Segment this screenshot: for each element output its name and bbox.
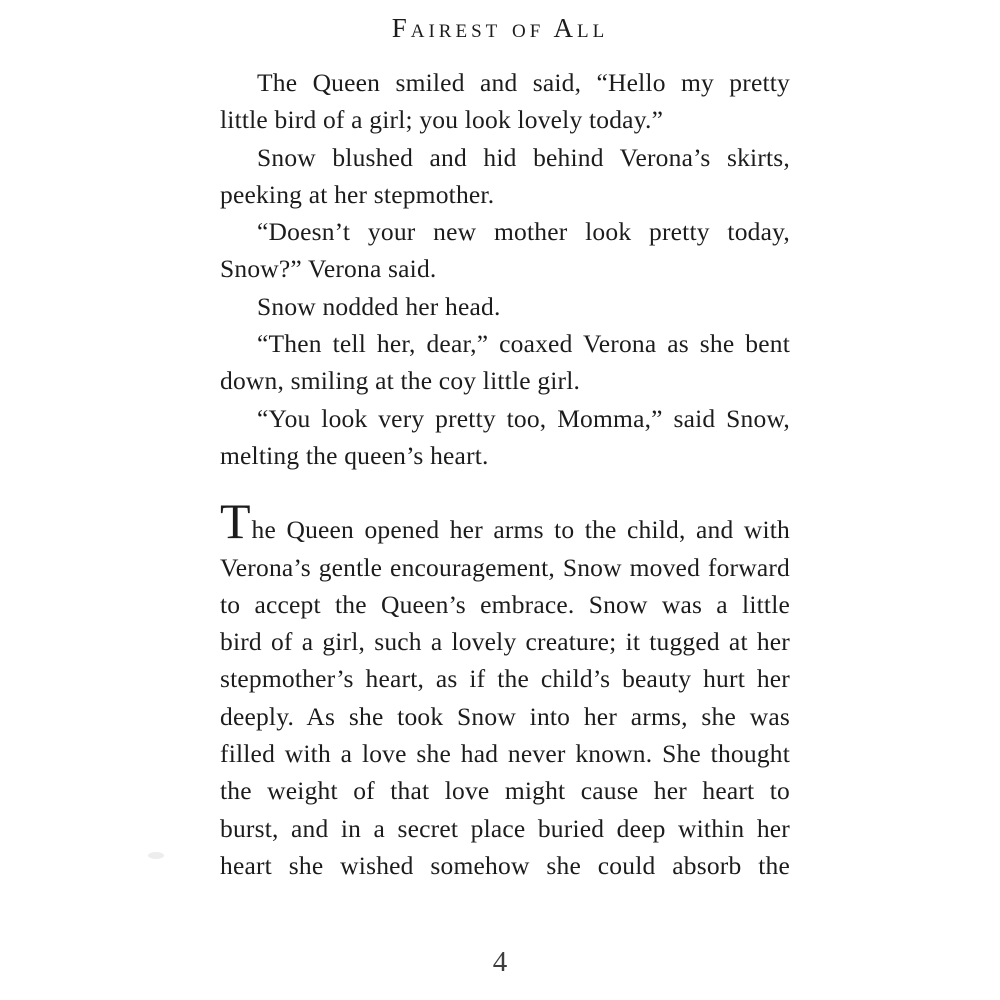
paragraph [220,400,790,475]
text-line: melting the queen’s heart. [220,440,489,470]
text-line: little bird of a girl; you look lovely today.” [220,105,664,135]
paragraph [220,139,790,214]
text-line: bird of a girl, such a lovely creature; it tugged at her [220,627,790,657]
body-text [220,64,790,884]
text-line: Snow?” Verona said. [220,254,437,284]
paragraph [220,325,790,400]
text-line: The Queen opened her arms to the child, and with [220,493,790,550]
text-line: filled with a love she had never known. She thought [220,739,790,769]
text-line: to accept the Queen’s embrace. Snow was a little [220,589,790,619]
text-line: Snow blushed and hid behind Verona’s skirts, [257,142,790,172]
paragraph [220,493,790,884]
text-line: “Then tell her, dear,” coaxed Verona as she bent [257,329,790,359]
paragraph [220,213,790,288]
paragraph [220,64,790,139]
text-line: Verona’s gentle encouragement, Snow moved forward [220,552,790,582]
paragraph [220,288,790,325]
text-line: stepmother’s heart, as if the child’s beauty hurt her [220,664,790,694]
page-number: 4 [492,946,508,978]
text-line: The Queen smiled and said, “Hello my pretty [257,68,790,97]
text-line: peeking at her stepmother. [220,179,495,209]
text-line: burst, and in a secret place buried deep within her [220,813,790,843]
text-line: down, smiling at the coy little girl. [220,366,581,396]
text-line: heart she wished somehow she could absorb the [220,850,790,880]
running-header: Fairest of All [391,13,609,43]
text-line: deeply. As she took Snow into her arms, she was [220,701,790,731]
text-line: the weight of that love might cause her heart to [220,776,790,806]
text-line: Snow nodded her head. [257,291,501,321]
scan-artifact [148,852,164,859]
text-line: “You look very pretty too, Momma,” said Snow, [257,403,790,433]
text-line: “Doesn’t your new mother look pretty today, [257,217,790,247]
initial-cap: T [220,493,252,550]
